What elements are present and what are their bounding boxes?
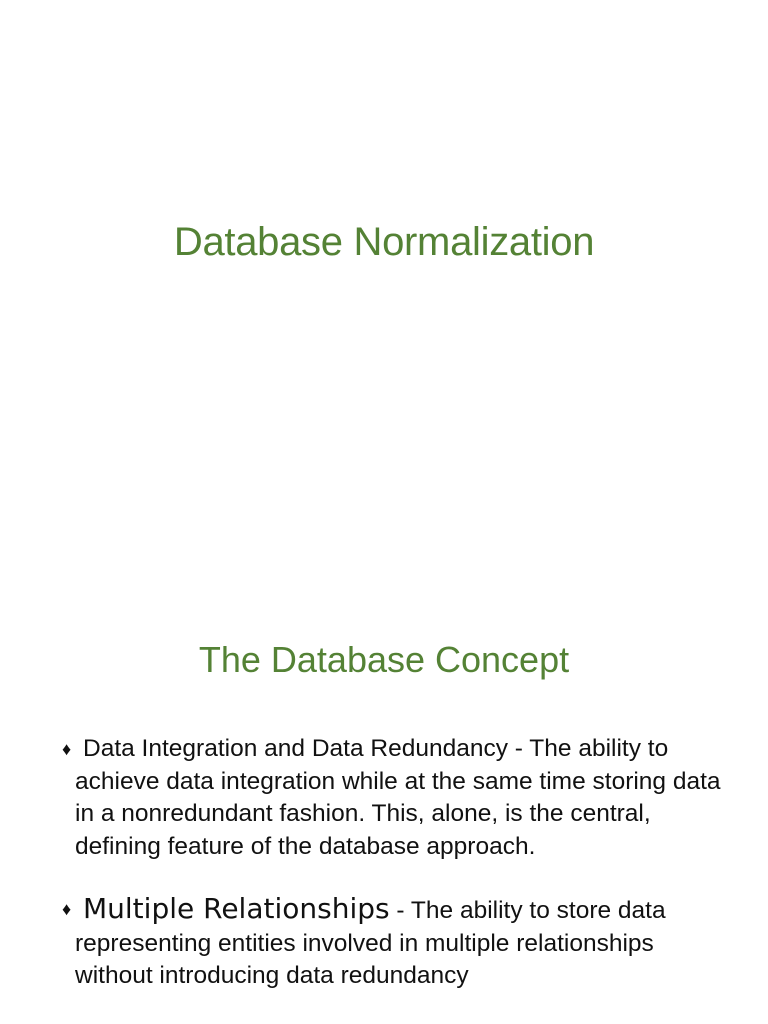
slide-title-heading: Database Normalization [173,220,595,264]
diamond-bullet-icon: ♦ [62,899,72,919]
slide-heading: The Database Concept [198,639,570,680]
bullet-list [62,733,722,1023]
bullet-item [62,893,722,993]
bullet-item [62,733,722,863]
bullet-text: - The ability to store data representing entities involved in multiple relationships without introducing data redundancy [75,897,666,989]
slide-database-concept [0,575,768,1024]
diamond-bullet-icon: ♦ [62,739,72,759]
bullet-heading: Multiple Relationships [83,892,390,925]
bullet-heading: Data Integration and Data Redundancy [83,735,508,762]
bullet-text: - The ability to achieve data integration while at the same time storing data in a nonredundant fashion. This, alone, is the central, defining feature of the database approach. [75,735,721,860]
